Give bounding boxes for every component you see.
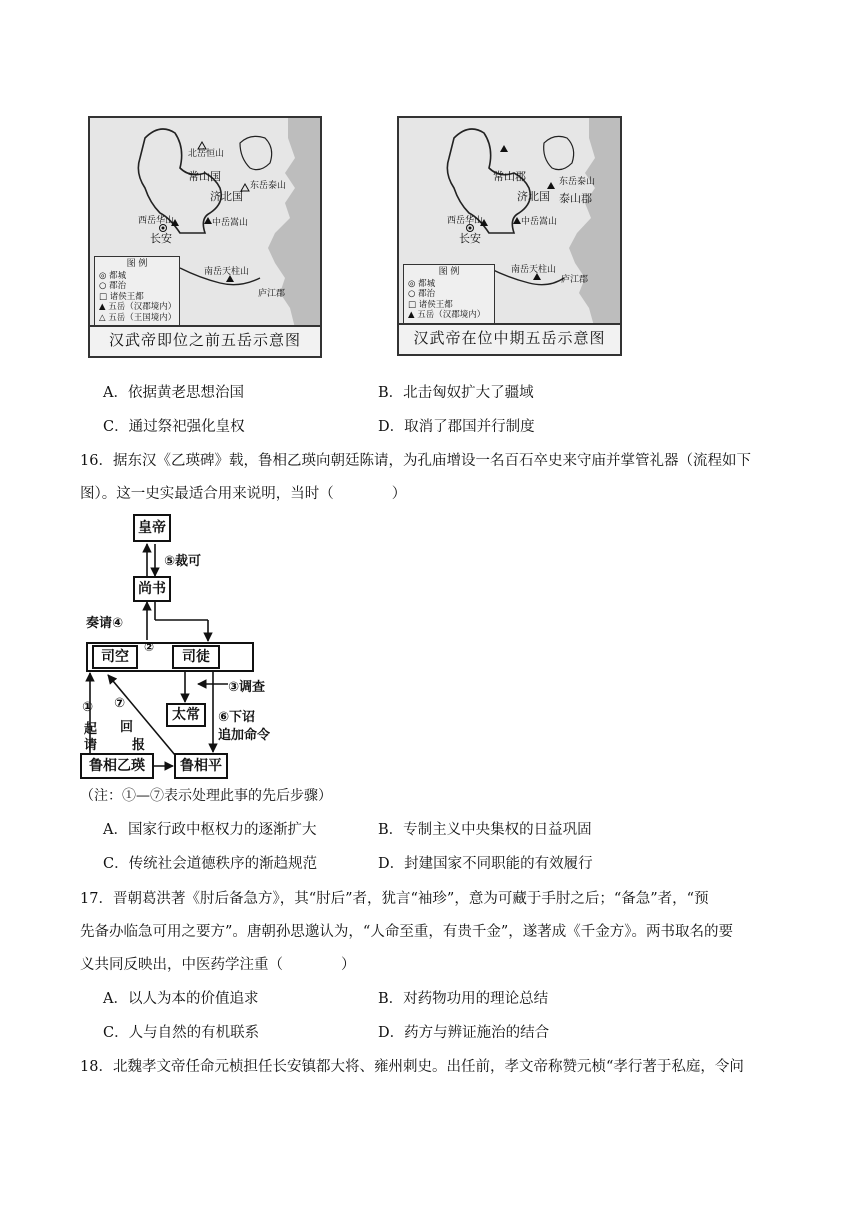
map2-label-west: 西岳华山 bbox=[447, 216, 484, 226]
map1-label-east: 东岳泰山 bbox=[250, 181, 287, 191]
flow-emperor-box: 皇帝 bbox=[133, 514, 171, 542]
map1-label-jibei: 济北国 bbox=[210, 190, 243, 203]
q16-option-a[interactable]: A．国家行政中枢权力的逐渐扩大 bbox=[103, 822, 317, 838]
flow-step6-a: ⑥下诏 bbox=[218, 710, 256, 725]
legend-item: △ 五岳（王国境内） bbox=[99, 312, 177, 323]
q17-option-a[interactable]: A．以人为本的价值追求 bbox=[103, 991, 259, 1007]
flow-step5-label: ⑤裁可 bbox=[164, 554, 202, 569]
flow-step6-b: 追加命令 bbox=[218, 728, 271, 743]
q15-option-d[interactable]: D．取消了郡国并行制度 bbox=[378, 419, 535, 435]
q17-stem-line1: 17．晋朝葛洪著《肘后备急方》，其“肘后”者，犹言“袖珍”，意为可藏于手肘之后；“备急”者，“预 bbox=[80, 891, 709, 907]
legend-item: ◎ 都城 bbox=[99, 270, 127, 281]
legend-item: □ 诸侯王都 bbox=[408, 299, 453, 310]
flow-step7-a: 回 bbox=[120, 720, 134, 735]
map2-label-central: 中岳嵩山 bbox=[521, 217, 558, 227]
q16-option-c[interactable]: C．传统社会道德秩序的渐趋规范 bbox=[103, 856, 318, 872]
flow-taichang-box: 太常 bbox=[166, 703, 206, 727]
flow-step1-num: ① bbox=[82, 700, 94, 715]
q15-option-a[interactable]: A．依据黄老思想治国 bbox=[103, 385, 244, 401]
flow-step7-b: 报 bbox=[132, 738, 146, 753]
legend-item: ◎ 都城 bbox=[408, 278, 436, 289]
legend-title: 图 例 bbox=[438, 267, 460, 277]
q17-stem-line3: 义共同反映出，中医药学注重（ ） bbox=[80, 957, 356, 973]
q18-stem-line1: 18．北魏孝文帝任命元桢担任长安镇都大将、雍州刺史。出任前，孝文帝称赞元桢“孝行著于私庭，令问 bbox=[80, 1059, 744, 1075]
flow-sikong-box: 司空 bbox=[92, 645, 138, 669]
q17-stem-line2: 先备办临急可用之要方”。唐朝孙思邈认为，“人命至重，有贵千金”，遂著成《千金方》。两书取名的要 bbox=[80, 924, 733, 940]
legend-item: ▲ 五岳（汉郡境内） bbox=[99, 302, 177, 312]
map2-legend bbox=[403, 264, 495, 326]
q16-stem-line2: 图）。这一史实最适合用来说明，当时（ ） bbox=[80, 486, 407, 502]
map-before-wudi bbox=[88, 116, 322, 358]
map2-label-lujiang: 庐江郡 bbox=[561, 275, 589, 285]
flow-luxiang-yiying-box: 鲁相乙瑛 bbox=[80, 753, 154, 779]
map1-label-lujiang: 庐江郡 bbox=[258, 289, 286, 299]
map2-label-south: 南岳天柱山 bbox=[511, 265, 557, 275]
flow-step3-label: ③调查 bbox=[228, 680, 266, 695]
map-mid-wudi bbox=[397, 116, 622, 356]
map2-label-east: 东岳泰山 bbox=[559, 177, 596, 187]
q16-note: （注：①—⑦表示处理此事的先后步骤） bbox=[80, 788, 332, 804]
flow-step1-a: 起 bbox=[84, 722, 98, 737]
flow-situ-box: 司徒 bbox=[172, 645, 220, 669]
q17-option-d[interactable]: D．药方与辨证施治的结合 bbox=[378, 1025, 550, 1041]
flow-step2-label: ② bbox=[144, 640, 155, 654]
map2-label-taishan: 泰山郡 bbox=[559, 192, 592, 205]
map2-label-changan: 长安 bbox=[459, 232, 481, 245]
map1-label-west: 西岳华山 bbox=[138, 216, 175, 226]
flow-step4-label: 奏请④ bbox=[86, 616, 124, 631]
map2-caption: 汉武帝在位中期五岳示意图 bbox=[399, 323, 620, 354]
legend-item: □ 诸侯王都 bbox=[99, 291, 144, 302]
q16-stem-line1: 16．据东汉《乙瑛碑》载，鲁相乙瑛向朝廷陈请，为孔庙增设一名百石卒史来守庙并掌管礼器（流程如下 bbox=[80, 453, 751, 469]
flow-shangshu-box: 尚书 bbox=[133, 576, 171, 602]
flow-step1-b: 请 bbox=[84, 738, 98, 753]
map2-label-changshan: 常山郡 bbox=[493, 170, 526, 183]
q15-option-c[interactable]: C．通过祭祀强化皇权 bbox=[103, 419, 245, 435]
flow-luxiang-ping-box: 鲁相平 bbox=[174, 753, 228, 779]
legend-item: ○ 郡治 bbox=[408, 289, 436, 299]
map1-label-north: 北岳恒山 bbox=[188, 149, 225, 159]
q16-option-d[interactable]: D．封建国家不同职能的有效履行 bbox=[378, 856, 593, 872]
q16-flow-diagram bbox=[80, 510, 300, 780]
legend-item: ○ 郡治 bbox=[99, 281, 127, 291]
q17-option-c[interactable]: C．人与自然的有机联系 bbox=[103, 1025, 260, 1041]
map1-label-south: 南岳天柱山 bbox=[204, 267, 250, 277]
map1-label-changshan: 常山国 bbox=[188, 170, 221, 183]
map1-legend bbox=[94, 256, 180, 328]
map1-label-changan: 长安 bbox=[150, 232, 172, 245]
map2-label-jibei: 济北国 bbox=[517, 190, 550, 203]
legend-title: 图 例 bbox=[126, 259, 148, 269]
q16-option-b[interactable]: B．专制主义中央集权的日益巩固 bbox=[378, 822, 592, 838]
map1-caption: 汉武帝即位之前五岳示意图 bbox=[90, 325, 320, 356]
legend-item: ▲ 五岳（汉郡境内） bbox=[408, 310, 486, 320]
q15-option-b[interactable]: B．北击匈奴扩大了疆域 bbox=[378, 385, 534, 401]
map1-label-central: 中岳嵩山 bbox=[212, 218, 249, 228]
flow-step7-num: ⑦ bbox=[114, 696, 126, 711]
q17-option-b[interactable]: B．对药物功用的理论总结 bbox=[378, 991, 549, 1007]
